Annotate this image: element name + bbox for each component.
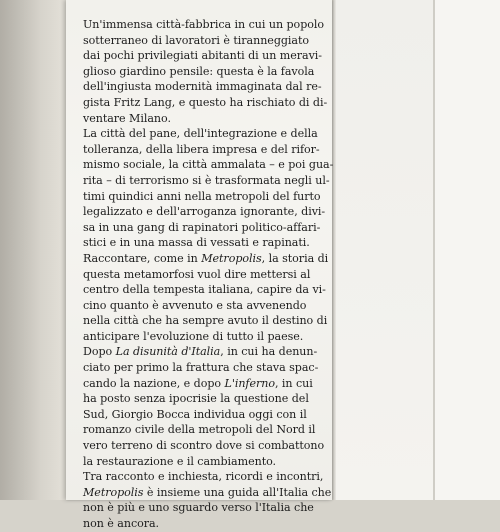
text-segment: questa metamorfosi vuol dire mettersi al <box>83 267 311 281</box>
paragraph-2 <box>83 126 332 251</box>
text-segment: legalizzato e dell'arroganza ignorante, divi- <box>83 205 326 219</box>
paragraph-3 <box>83 251 332 345</box>
text-line <box>83 360 332 376</box>
text-segment: anticipare l'evoluzione di tutto il paese. <box>83 329 304 343</box>
text-line <box>83 298 332 314</box>
text-line <box>83 95 332 111</box>
text-line <box>83 173 332 189</box>
text-segment: centro della tempesta italiana, capire da vi- <box>83 283 326 297</box>
text-segment: Tra racconto e inchiesta, ricordi e incontri, <box>83 470 324 484</box>
text-segment: mismo sociale, la città ammalata – e poi gua- <box>83 158 334 172</box>
text-line <box>83 48 332 64</box>
text-segment: , in cui <box>274 376 313 390</box>
text-segment: cando la nazione, e dopo <box>83 376 225 390</box>
text-segment: gista Fritz Lang, e questo ha rischiato di di- <box>83 95 328 109</box>
text-line <box>83 282 332 298</box>
text-line <box>83 235 332 251</box>
text-line <box>83 126 332 142</box>
text-line <box>83 220 332 236</box>
text-segment: non è ancora. <box>83 517 160 530</box>
italic-title: Metropolis <box>83 485 144 499</box>
text-line <box>83 469 332 485</box>
book-back-cover-right <box>336 0 436 500</box>
text-segment: romanzo civile della metropoli del Nord il <box>83 423 316 437</box>
text-segment: ha posto senza ipocrisie la questione del <box>83 392 309 406</box>
text-segment: stici e in una massa di vessati e rapinati. <box>83 236 310 250</box>
text-line <box>83 142 332 158</box>
text-segment: la restaurazione e il cambiamento. <box>83 454 277 468</box>
text-line <box>83 485 332 501</box>
paragraph-5 <box>83 469 332 531</box>
book-flap-page <box>66 0 334 530</box>
text-segment: sa in una gang di rapinatori politico-affari- <box>83 220 321 234</box>
text-segment: rita – di terrorismo si è trasformata negli ul- <box>83 173 330 187</box>
italic-title: La disunità d'Italia <box>115 345 221 359</box>
text-segment: sotterraneo di lavoratori è tiranneggiato <box>83 33 310 47</box>
text-line <box>83 251 332 267</box>
paragraph-4 <box>83 344 332 469</box>
text-line <box>83 204 332 220</box>
text-segment: vero terreno di scontro dove si combattono <box>83 439 325 453</box>
text-segment: tolleranza, della libera impresa e del rifor- <box>83 142 320 156</box>
text-line <box>83 64 332 80</box>
text-segment: dai pochi privilegiati abitanti di un meravi- <box>83 49 323 63</box>
text-segment: nella città che ha sempre avuto il destino di <box>83 314 328 328</box>
paragraph-1 <box>83 17 332 126</box>
text-line <box>83 407 332 423</box>
text-line <box>83 111 332 127</box>
left-shadow <box>0 0 68 500</box>
text-line <box>83 422 332 438</box>
text-line <box>83 344 332 360</box>
text-segment: Sud, Giorgio Bocca individua oggi con il <box>83 407 307 421</box>
background-right <box>435 0 500 500</box>
text-segment: è insieme una guida all'Italia che <box>143 485 332 499</box>
text-line <box>83 157 332 173</box>
text-segment: Un'immensa città-fabbrica in cui un popolo <box>83 18 324 31</box>
text-line <box>83 33 332 49</box>
page-edge <box>332 0 336 500</box>
text-line <box>83 438 332 454</box>
text-line <box>83 17 332 33</box>
text-segment: La città del pane, dell'integrazione e della <box>83 127 318 141</box>
text-segment: , la storia di <box>261 251 329 265</box>
text-segment: timi quindici anni nella metropoli del furto <box>83 189 321 203</box>
text-segment: ventare Milano. <box>83 111 171 125</box>
text-line <box>83 79 332 95</box>
text-segment: , in cui ha denun- <box>220 345 318 359</box>
text-line <box>83 454 332 470</box>
text-line <box>83 391 332 407</box>
flap-text <box>83 17 332 532</box>
text-line <box>83 376 332 392</box>
text-segment: cino quanto è avvenuto e sta avvenendo <box>83 298 307 312</box>
text-line <box>83 267 332 283</box>
text-segment: Dopo <box>83 345 116 359</box>
text-segment: dell'ingiusta modernità immaginata dal re- <box>83 80 322 94</box>
text-line <box>83 313 332 329</box>
text-segment: Raccontare, come in <box>83 251 202 265</box>
text-segment: non è più e uno sguardo verso l'Italia che <box>83 501 314 515</box>
italic-title: L'inferno <box>224 376 275 390</box>
text-segment: glioso giardino pensile: questa è la favola <box>83 64 315 78</box>
text-line <box>83 516 332 532</box>
text-line <box>83 189 332 205</box>
text-line <box>83 500 332 516</box>
text-line <box>83 329 332 345</box>
italic-title: Metropolis <box>201 251 262 265</box>
text-segment: ciato per primo la frattura che stava spac- <box>83 361 319 375</box>
